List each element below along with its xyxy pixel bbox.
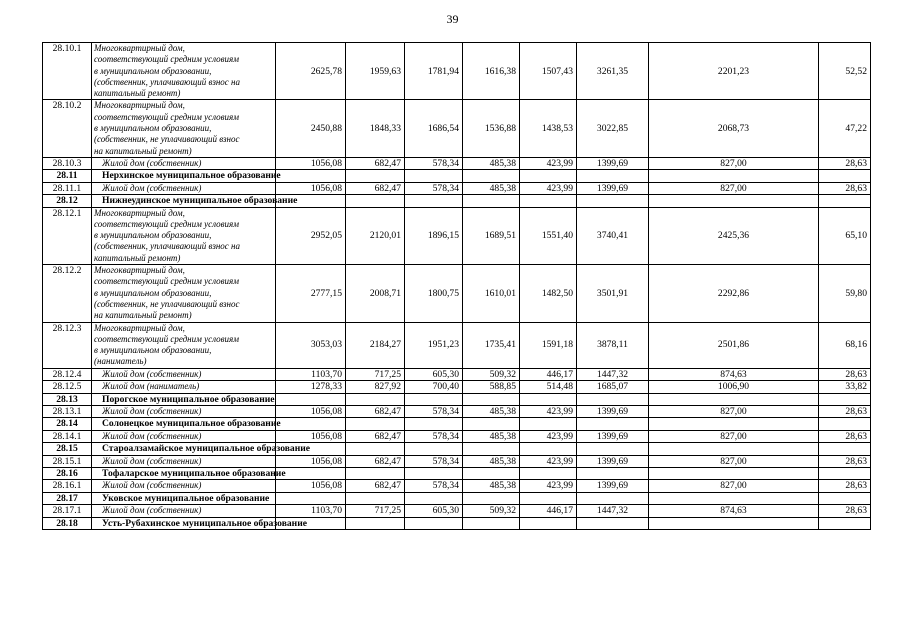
empty-cell <box>346 418 405 430</box>
description-line: (собственник, не уплачивающий взнос <box>94 134 240 145</box>
value-col-2: 682,47 <box>346 480 405 492</box>
empty-cell <box>819 468 871 480</box>
value-col-8: 59,80 <box>819 265 871 322</box>
empty-cell <box>405 170 463 182</box>
empty-cell <box>520 393 577 405</box>
description-line: соответствующий средним условиям <box>94 218 239 229</box>
empty-cell <box>819 492 871 504</box>
description-line: в муниципальном образовании, <box>94 230 212 241</box>
section-row <box>43 195 871 207</box>
description-line: Жилой дом (собственник) <box>102 505 202 516</box>
value-col-1: 1056,08 <box>276 430 346 442</box>
value-col-6: 3878,11 <box>577 322 649 368</box>
row-code: 28.12.5 <box>43 381 92 393</box>
table-row <box>43 430 871 442</box>
empty-cell <box>819 517 871 529</box>
row-code: 28.12.4 <box>43 368 92 380</box>
empty-cell <box>346 443 405 455</box>
empty-cell <box>520 170 577 182</box>
empty-cell <box>649 492 819 504</box>
value-col-7: 827,00 <box>649 182 819 194</box>
description-line: в муниципальном образовании, <box>94 65 212 76</box>
housing-type-description <box>92 405 276 417</box>
table-row <box>43 381 871 393</box>
description-line: Многоквартирный дом, <box>94 322 185 333</box>
value-col-7: 1006,90 <box>649 381 819 393</box>
value-col-7: 2501,86 <box>649 322 819 368</box>
row-code: 28.16.1 <box>43 480 92 492</box>
value-col-5: 423,99 <box>520 430 577 442</box>
value-col-8: 28,63 <box>819 505 871 517</box>
description-line: на капитальный ремонт) <box>94 310 192 321</box>
table-row <box>43 265 871 322</box>
description-line: Жилой дом (собственник) <box>102 430 202 441</box>
empty-cell <box>649 468 819 480</box>
table-row <box>43 207 871 264</box>
table-row <box>43 182 871 194</box>
empty-cell <box>276 468 346 480</box>
description-line: Многоквартирный дом, <box>94 100 185 111</box>
value-col-1: 1056,08 <box>276 405 346 417</box>
value-col-1: 1278,33 <box>276 381 346 393</box>
value-col-2: 1959,63 <box>346 43 405 100</box>
housing-type-description <box>92 480 276 492</box>
empty-cell <box>520 195 577 207</box>
empty-cell <box>463 468 520 480</box>
empty-cell <box>577 170 649 182</box>
section-name: Староалзамайское муниципальное образование <box>92 443 276 455</box>
row-code: 28.10.3 <box>43 157 92 169</box>
table-row <box>43 100 871 157</box>
description-line: соответствующий средним условиям <box>94 111 239 122</box>
value-col-7: 2068,73 <box>649 100 819 157</box>
value-col-2: 717,25 <box>346 505 405 517</box>
empty-cell <box>463 195 520 207</box>
table-row <box>43 157 871 169</box>
value-col-6: 1447,32 <box>577 505 649 517</box>
value-col-7: 874,63 <box>649 368 819 380</box>
value-col-4: 485,38 <box>463 405 520 417</box>
housing-type-description <box>92 455 276 467</box>
value-col-5: 1438,53 <box>520 100 577 157</box>
description-line: Жилой дом (собственник) <box>102 455 202 466</box>
empty-cell <box>405 418 463 430</box>
housing-type-description <box>92 157 276 169</box>
empty-cell <box>649 195 819 207</box>
value-col-5: 423,99 <box>520 405 577 417</box>
value-col-3: 578,34 <box>405 405 463 417</box>
value-col-4: 1735,41 <box>463 322 520 368</box>
value-col-4: 485,38 <box>463 455 520 467</box>
housing-type-description <box>92 100 276 157</box>
description-line: соответствующий средним условиям <box>94 54 239 65</box>
row-code: 28.13.1 <box>43 405 92 417</box>
value-col-2: 682,47 <box>346 405 405 417</box>
description-line: в муниципальном образовании, <box>94 287 212 298</box>
section-row <box>43 170 871 182</box>
value-col-2: 827,92 <box>346 381 405 393</box>
value-col-8: 28,63 <box>819 157 871 169</box>
table-row <box>43 405 871 417</box>
value-col-3: 1951,23 <box>405 322 463 368</box>
section-row <box>43 517 871 529</box>
empty-cell <box>405 393 463 405</box>
empty-cell <box>405 517 463 529</box>
value-col-2: 682,47 <box>346 182 405 194</box>
value-col-7: 2292,86 <box>649 265 819 322</box>
empty-cell <box>577 492 649 504</box>
section-name: Нерхинское муниципальное образование <box>92 170 276 182</box>
empty-cell <box>649 170 819 182</box>
table-row <box>43 480 871 492</box>
section-code: 28.16 <box>43 468 92 480</box>
value-col-5: 514,48 <box>520 381 577 393</box>
section-code: 28.14 <box>43 418 92 430</box>
description-line: Жилой дом (собственник) <box>102 158 202 169</box>
description-line: Жилой дом (собственник) <box>102 368 202 379</box>
value-col-4: 1610,01 <box>463 265 520 322</box>
section-row <box>43 492 871 504</box>
value-col-6: 1399,69 <box>577 157 649 169</box>
empty-cell <box>649 517 819 529</box>
value-col-3: 1686,54 <box>405 100 463 157</box>
section-row <box>43 443 871 455</box>
empty-cell <box>346 517 405 529</box>
description-line: (собственник, не уплачивающий взнос <box>94 298 240 309</box>
description-line: (собственник, уплачивающий взнос на <box>94 76 241 87</box>
row-code: 28.10.2 <box>43 100 92 157</box>
value-col-4: 485,38 <box>463 157 520 169</box>
empty-cell <box>520 468 577 480</box>
value-col-5: 1507,43 <box>520 43 577 100</box>
value-col-8: 52,52 <box>819 43 871 100</box>
section-name: Нижнеудинское муниципальное образование <box>92 195 276 207</box>
table-row <box>43 505 871 517</box>
section-name: Солонецкое муниципальное образование <box>92 418 276 430</box>
section-row <box>43 418 871 430</box>
value-col-1: 2625,78 <box>276 43 346 100</box>
value-col-5: 423,99 <box>520 455 577 467</box>
value-col-5: 1482,50 <box>520 265 577 322</box>
empty-cell <box>520 443 577 455</box>
value-col-4: 1536,88 <box>463 100 520 157</box>
description-line: в муниципальном образовании, <box>94 345 212 356</box>
row-code: 28.12.3 <box>43 322 92 368</box>
value-col-4: 485,38 <box>463 182 520 194</box>
empty-cell <box>276 170 346 182</box>
value-col-3: 578,34 <box>405 480 463 492</box>
empty-cell <box>819 195 871 207</box>
section-code: 28.18 <box>43 517 92 529</box>
empty-cell <box>577 418 649 430</box>
value-col-3: 578,34 <box>405 182 463 194</box>
housing-type-description <box>92 430 276 442</box>
description-line: Жилой дом (наниматель) <box>102 381 200 392</box>
value-col-5: 423,99 <box>520 182 577 194</box>
section-name: Усть-Рубахинское муниципальное образование <box>92 517 276 529</box>
description-line: Многоквартирный дом, <box>94 43 185 53</box>
value-col-7: 827,00 <box>649 157 819 169</box>
value-col-7: 827,00 <box>649 480 819 492</box>
value-col-8: 28,63 <box>819 182 871 194</box>
value-col-7: 827,00 <box>649 405 819 417</box>
value-col-6: 1447,32 <box>577 368 649 380</box>
section-name: Порогское муниципальное образование <box>92 393 276 405</box>
section-code: 28.15 <box>43 443 92 455</box>
row-code: 28.17.1 <box>43 505 92 517</box>
value-col-2: 682,47 <box>346 430 405 442</box>
value-col-6: 3501,91 <box>577 265 649 322</box>
description-line: Жилой дом (собственник) <box>102 182 202 193</box>
value-col-1: 2777,15 <box>276 265 346 322</box>
empty-cell <box>649 393 819 405</box>
housing-type-description <box>92 43 276 100</box>
empty-cell <box>276 393 346 405</box>
section-code: 28.11 <box>43 170 92 182</box>
value-col-4: 485,38 <box>463 430 520 442</box>
row-code: 28.12.2 <box>43 265 92 322</box>
value-col-6: 1399,69 <box>577 455 649 467</box>
value-col-7: 2425,36 <box>649 207 819 264</box>
value-col-7: 827,00 <box>649 430 819 442</box>
description-line: Жилой дом (собственник) <box>102 480 202 491</box>
value-col-1: 1056,08 <box>276 455 346 467</box>
value-col-6: 3740,41 <box>577 207 649 264</box>
value-col-7: 874,63 <box>649 505 819 517</box>
description-line: в муниципальном образовании, <box>94 123 212 134</box>
value-col-5: 446,17 <box>520 505 577 517</box>
empty-cell <box>520 517 577 529</box>
housing-type-description <box>92 381 276 393</box>
value-col-4: 588,85 <box>463 381 520 393</box>
empty-cell <box>405 195 463 207</box>
empty-cell <box>405 468 463 480</box>
value-col-6: 1399,69 <box>577 182 649 194</box>
value-col-8: 65,10 <box>819 207 871 264</box>
description-line: на капитальный ремонт) <box>94 145 192 156</box>
value-col-1: 1056,08 <box>276 182 346 194</box>
value-col-1: 2450,88 <box>276 100 346 157</box>
value-col-6: 1399,69 <box>577 405 649 417</box>
row-code: 28.15.1 <box>43 455 92 467</box>
empty-cell <box>276 418 346 430</box>
value-col-5: 1551,40 <box>520 207 577 264</box>
description-line: (наниматель) <box>94 356 147 367</box>
value-col-2: 717,25 <box>346 368 405 380</box>
row-code: 28.11.1 <box>43 182 92 194</box>
value-col-8: 28,63 <box>819 430 871 442</box>
row-code: 28.14.1 <box>43 430 92 442</box>
table-row <box>43 455 871 467</box>
empty-cell <box>819 443 871 455</box>
value-col-2: 2120,01 <box>346 207 405 264</box>
value-col-1: 1056,08 <box>276 480 346 492</box>
value-col-6: 3261,35 <box>577 43 649 100</box>
value-col-3: 1800,75 <box>405 265 463 322</box>
value-col-3: 578,34 <box>405 157 463 169</box>
empty-cell <box>463 492 520 504</box>
value-col-4: 509,32 <box>463 368 520 380</box>
section-code: 28.17 <box>43 492 92 504</box>
empty-cell <box>520 492 577 504</box>
tariff-table <box>42 42 871 530</box>
housing-type-description <box>92 322 276 368</box>
value-col-3: 605,30 <box>405 368 463 380</box>
empty-cell <box>405 443 463 455</box>
value-col-7: 827,00 <box>649 455 819 467</box>
description-line: капитальный ремонт) <box>94 88 181 99</box>
description-line: (собственник, уплачивающий взнос на <box>94 241 241 252</box>
value-col-2: 682,47 <box>346 157 405 169</box>
empty-cell <box>819 170 871 182</box>
value-col-1: 1056,08 <box>276 157 346 169</box>
value-col-6: 1685,07 <box>577 381 649 393</box>
housing-type-description <box>92 207 276 264</box>
empty-cell <box>346 492 405 504</box>
housing-type-description <box>92 182 276 194</box>
value-col-2: 2184,27 <box>346 322 405 368</box>
value-col-2: 1848,33 <box>346 100 405 157</box>
description-line: Многоквартирный дом, <box>94 265 185 276</box>
housing-type-description <box>92 505 276 517</box>
value-col-8: 28,63 <box>819 405 871 417</box>
value-col-8: 28,63 <box>819 368 871 380</box>
table-row <box>43 368 871 380</box>
value-col-5: 423,99 <box>520 157 577 169</box>
value-col-8: 47,22 <box>819 100 871 157</box>
empty-cell <box>819 393 871 405</box>
value-col-4: 1689,51 <box>463 207 520 264</box>
value-col-3: 578,34 <box>405 455 463 467</box>
value-col-2: 2008,71 <box>346 265 405 322</box>
value-col-3: 700,40 <box>405 381 463 393</box>
empty-cell <box>577 468 649 480</box>
empty-cell <box>577 393 649 405</box>
empty-cell <box>649 443 819 455</box>
section-code: 28.12 <box>43 195 92 207</box>
empty-cell <box>276 492 346 504</box>
value-col-5: 1591,18 <box>520 322 577 368</box>
value-col-1: 1103,70 <box>276 505 346 517</box>
value-col-4: 509,32 <box>463 505 520 517</box>
section-code: 28.13 <box>43 393 92 405</box>
table-row <box>43 322 871 368</box>
empty-cell <box>346 195 405 207</box>
value-col-6: 3022,85 <box>577 100 649 157</box>
table-row <box>43 43 871 100</box>
row-code: 28.10.1 <box>43 43 92 100</box>
section-row <box>43 393 871 405</box>
empty-cell <box>577 517 649 529</box>
empty-cell <box>463 517 520 529</box>
page-number: 39 <box>446 12 459 26</box>
section-name: Тофаларское муниципальное образование <box>92 468 276 480</box>
description-line: соответствующий средним условиям <box>94 276 239 287</box>
value-col-5: 423,99 <box>520 480 577 492</box>
value-col-5: 446,17 <box>520 368 577 380</box>
empty-cell <box>463 393 520 405</box>
empty-cell <box>346 170 405 182</box>
value-col-6: 1399,69 <box>577 430 649 442</box>
value-col-3: 1781,94 <box>405 43 463 100</box>
value-col-1: 2952,05 <box>276 207 346 264</box>
value-col-7: 2201,23 <box>649 43 819 100</box>
housing-type-description <box>92 265 276 322</box>
value-col-1: 3053,03 <box>276 322 346 368</box>
empty-cell <box>463 418 520 430</box>
description-line: капитальный ремонт) <box>94 252 181 263</box>
description-line: соответствующий средним условиям <box>94 333 239 344</box>
empty-cell <box>577 195 649 207</box>
empty-cell <box>405 492 463 504</box>
section-row <box>43 468 871 480</box>
empty-cell <box>577 443 649 455</box>
empty-cell <box>463 443 520 455</box>
value-col-1: 1103,70 <box>276 368 346 380</box>
empty-cell <box>463 170 520 182</box>
value-col-3: 1896,15 <box>405 207 463 264</box>
description-line: Жилой дом (собственник) <box>102 406 202 417</box>
value-col-2: 682,47 <box>346 455 405 467</box>
value-col-8: 28,63 <box>819 455 871 467</box>
value-col-4: 485,38 <box>463 480 520 492</box>
value-col-4: 1616,38 <box>463 43 520 100</box>
empty-cell <box>346 468 405 480</box>
value-col-3: 605,30 <box>405 505 463 517</box>
value-col-8: 28,63 <box>819 480 871 492</box>
row-code: 28.12.1 <box>43 207 92 264</box>
value-col-6: 1399,69 <box>577 480 649 492</box>
description-line: Многоквартирный дом, <box>94 207 185 218</box>
empty-cell <box>649 418 819 430</box>
empty-cell <box>819 418 871 430</box>
empty-cell <box>346 393 405 405</box>
empty-cell <box>520 418 577 430</box>
value-col-8: 33,82 <box>819 381 871 393</box>
value-col-8: 68,16 <box>819 322 871 368</box>
section-name: Уковское муниципальное образование <box>92 492 276 504</box>
value-col-3: 578,34 <box>405 430 463 442</box>
housing-type-description <box>92 368 276 380</box>
